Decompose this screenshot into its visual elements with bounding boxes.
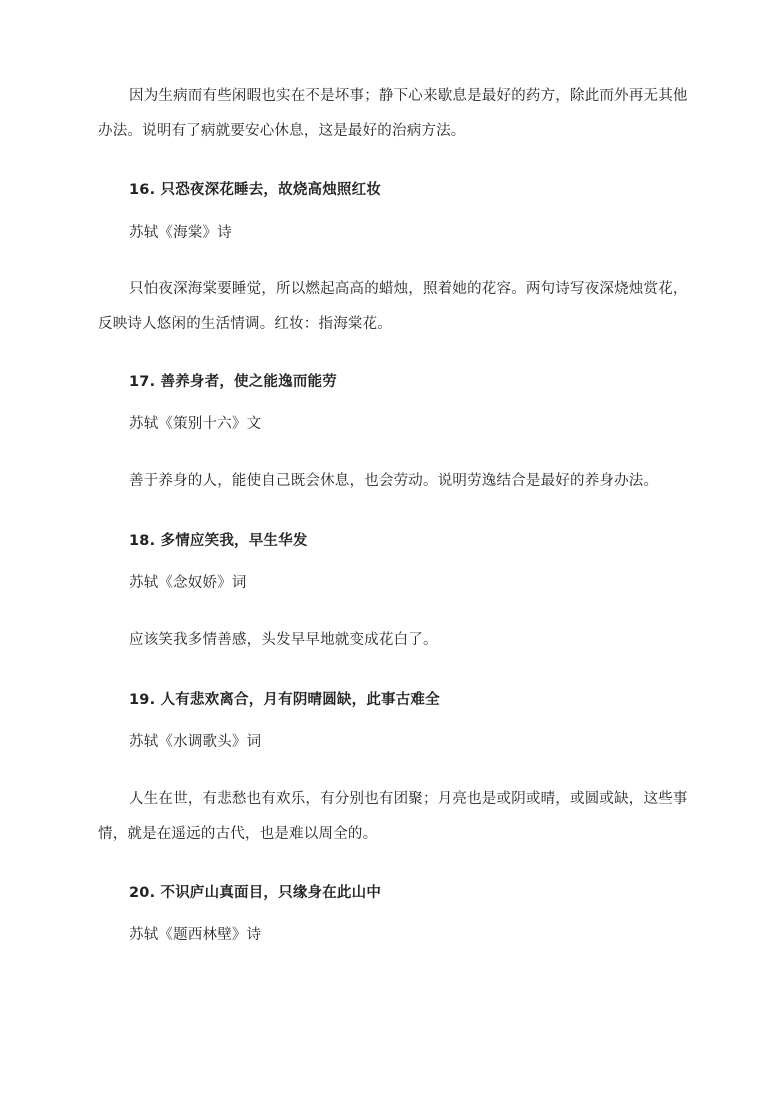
entry-17-explanation: 善于养身的人，能使自己既会休息，也会劳动。说明劳逸结合是最好的养身办法。 bbox=[129, 473, 659, 489]
entry-20-heading: 20. 不识庐山真面目，只缘身在此山中 bbox=[129, 885, 382, 901]
entry-19-source: 苏轼《水调歌头》词 bbox=[129, 734, 262, 750]
entry-16-heading: 16. 只恐夜深花睡去，故烧高烛照红妆 bbox=[129, 182, 382, 198]
entry-16-explanation: 只怕夜深海棠要睡觉，所以燃起高高的蜡烛，照着她的花容。两句诗写夜深烧烛赏花，反映诗人悠闲的生活情调。红妆：指海棠花。 bbox=[98, 281, 688, 332]
entry-19-heading: 19. 人有悲欢离合，月有阴晴圆缺，此事古难全 bbox=[129, 692, 440, 708]
entry-18-heading: 18. 多情应笑我，早生华发 bbox=[129, 533, 308, 549]
intro-paragraph: 因为生病而有些闲暇也实在不是坏事；静下心来歇息是最好的药方，除此而外再无其他办法。说明有了病就要安心休息，这是最好的治病方法。 bbox=[98, 88, 688, 139]
entry-18-explanation: 应该笑我多情善感，头发早早地就变成花白了。 bbox=[129, 632, 438, 648]
entry-17-source: 苏轼《策别十六》文 bbox=[129, 416, 262, 432]
entry-19-explanation: 人生在世，有悲愁也有欢乐，有分别也有团聚；月亮也是或阴或晴，或圆或缺，这些事情，就是在遥远的古代，也是难以周全的。 bbox=[98, 791, 688, 842]
entry-20-source: 苏轼《题西林壁》诗 bbox=[129, 927, 262, 943]
entry-16-source: 苏轼《海棠》诗 bbox=[129, 225, 232, 241]
entry-18-source: 苏轼《念奴娇》词 bbox=[129, 575, 247, 591]
entry-17-heading: 17. 善养身者，使之能逸而能劳 bbox=[129, 374, 337, 390]
